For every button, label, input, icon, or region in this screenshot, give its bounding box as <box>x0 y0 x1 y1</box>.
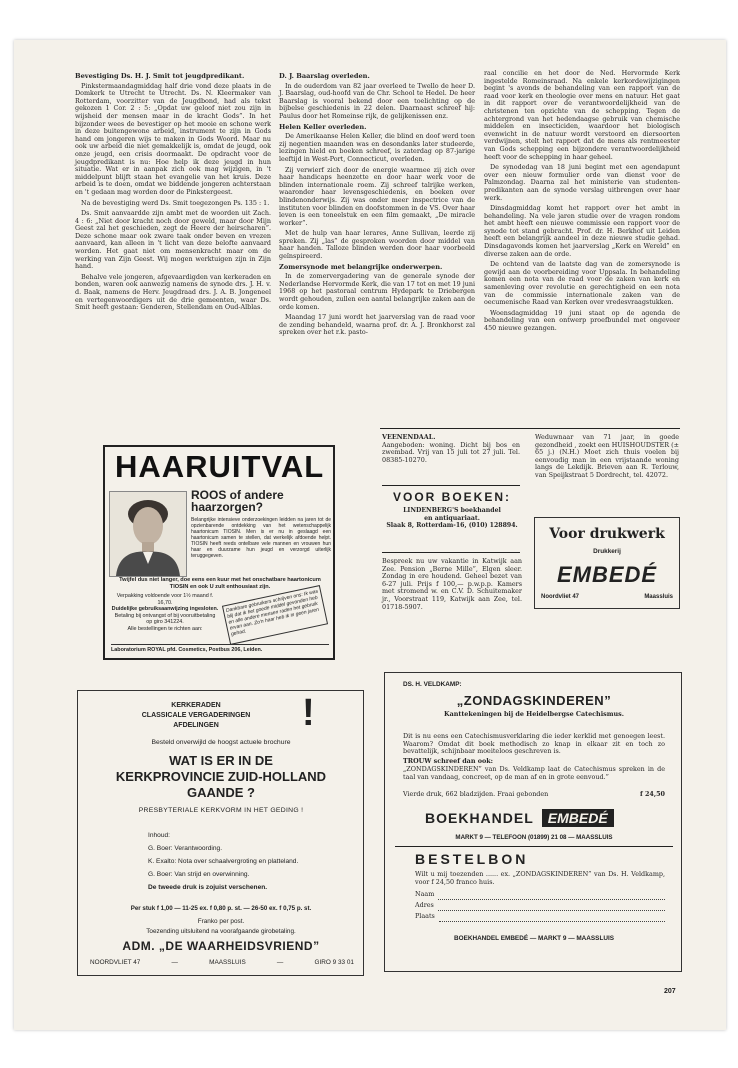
form-row-naam <box>415 889 665 900</box>
ad-pack-2: Duidelijke gebruiksaanwijzing ingesloten. <box>111 606 219 613</box>
bestelbon-title: BESTELBON <box>415 851 529 867</box>
ad-body <box>382 507 522 530</box>
article-paragraph: In de ouderdom van 82 jaar overleed te Twello de heer D. J. Baarslag, oud-hoofd van de Chr. School te Hedel. De heer Baarslag is vooral bekend door een toelichting op de bijbelse geschiedenis in 22 delen. Daarnaast schreef hij: Paulus door het Romeinse rijk, de gelijkenissen enz. <box>279 81 475 120</box>
line-classicale: CLASSICALE VERGADERINGEN <box>141 712 251 719</box>
ad-price: Per stuk f 1,00 — 11-25 ex. f 0,80 p. st. — 26-50 ex. f 0,75 p. st. <box>130 905 312 912</box>
article-column-3 <box>484 70 680 336</box>
article-paragraph: raal concilie en het door de Ned. Hervormde Kerk ingestelde Romeinsraad. Na enkele kerkordewijzigingen begint 's avonds de behandeling van een rapport van de raad voor kerk en theologie over mens en natuur. Het gaat in dit rapport over de verantwoordelijkheid van de christenen ten opzichte van de schepping. Tegen de achtergrond van het hedendaagse gebruik van chemische middelen en insecticiden, waardoor het biologisch evenwicht in de natuur wordt verstoord en diersoorten verdwijnen, stelt het rapport dat de mens als rentmeester van Gods schepping een bijzondere verantwoordelijkheid heeft voor de schepping in haar geheel. <box>484 69 680 161</box>
input-naam[interactable] <box>438 892 665 900</box>
address-street: Noordvliet 47 <box>541 594 580 600</box>
order-text: Wilt u mij toezenden ...... ex. „ZONDAGSKINDEREN” van Ds. H. Veldkamp, voor f 24,50 franco huis. <box>415 870 665 886</box>
shop-address: MARKT 9 — TELEFOON (01899) 21 08 — MAASSLUIS <box>455 834 613 841</box>
label-plaats: Plaats <box>415 912 435 920</box>
ad-title: HAARUITVAL <box>115 449 325 484</box>
divider <box>382 552 520 553</box>
footer-address: NOORDVLIET 47 <box>90 959 141 966</box>
divider <box>380 428 680 429</box>
line-kerkeraden: KERKERADEN <box>171 702 221 709</box>
form-row-adres <box>415 900 665 911</box>
ad-title: VOOR BOEKEN: <box>392 490 511 504</box>
article-paragraph: Na de bevestiging werd Ds. Smit toegezongen Ps. 135 : 1. <box>81 198 270 207</box>
headline-2: KERKPROVINCIE ZUID-HOLLAND <box>115 769 327 784</box>
ad-address <box>541 594 673 600</box>
article-heading-zomersynode: Zomersynode met belangrijke onderwerpen. <box>279 262 443 271</box>
article-paragraph: Pinkstermaandagmiddag half drie vond deze plaats in de Domkerk te Utrecht te Utrecht. Ds. N. Kleermaker van Rotterdam, voorzitter van de Jeugdbond, had als tekst gekozen 1 Cor. 2 : 5: „Opdat uw geloof niet zou zijn in wijsheid der mensen maar in de kracht Gods”. In het bijzonder wees de bevestiger op het mooie en schone werk in deze buitengewone arbeid, instrument te zijn in Gods hand om jongeren wijs te maken in Gods Woord. Maar nu ook uw arbeid die niet gemakkelijk is, omdat de jeugd, ook onze jeugd, een crisis doormaakt. De opdracht voor de jeugdpredikant is nu: Hoe help ik deze jeugd in hun situatie. Wat er in aanpak zich ook mag wijzigen, in 't middelpunt blijft staan het evangelie van het kruis. Deze arbeid is te doen, omdat we biddende jongeren achterstaan en 't gedaan mag worden door de Pinkstergeest. <box>75 81 271 196</box>
article-paragraph: Met de hulp van haar lerares, Anne Sullivan, leerde zij spreken. Zij „las” de gesproken woorden door middel van haar handen. Talloze blinden werden door haar voorbeeld geïnspireerd. <box>279 229 475 261</box>
address-city: Maassluis <box>644 594 673 600</box>
book-description: Dit is nu eens een Catechismusverklaring die ieder kerklid met genoegen leest. Waarom? Omdat dit boek methodisch zo knap in elkaar zit en toch zo bevattelijk, schijnbaar moeiteloos geschreven is. <box>403 732 665 756</box>
review-heading: TROUW schreef dan ook: <box>403 757 494 765</box>
page-number: 207 <box>664 988 676 995</box>
order-footer: BOEKHANDEL EMBEDÉ — MARKT 9 — MAASSLUIS <box>453 935 614 942</box>
divider <box>395 846 673 847</box>
ad-body: Belangrijke intensieve onderzoekingen leidden na jaren tot de opzienbarende ontdekking van het wetenschappelijk haartonicum TIOSIN. Men is er nu in geslaagd een haartonicum samen te stellen, dat werkelijk afdoende helpt. TIOSIN heeft reeds ontelbare vele mannen en vrouwen hun haar en duurzame hun jeugd en verzorgd uiterlijk teruggegeven. <box>191 517 331 559</box>
ad-footer <box>90 959 354 966</box>
footer-dash: — <box>171 959 178 966</box>
article-bevestiging <box>75 70 271 315</box>
ad-pay: Betaling bij ontvangst of bij vooruitbetaling op giro 341224. <box>114 612 216 626</box>
form-row-plaats <box>415 911 665 922</box>
contents-label: Inhoud: <box>148 832 170 839</box>
boekhandel-label: BOEKHANDEL <box>425 810 534 826</box>
exclamation-mark: ! <box>302 692 315 734</box>
input-plaats[interactable] <box>439 914 665 922</box>
order-form <box>415 889 665 922</box>
ad-subtitle: ROOS of andere haarzorgen? <box>191 488 284 514</box>
article-paragraph: Woensdagmiddag 19 juni staat op de agenda de behandeling van een ontwerp proefbundel met ongeveer 450 nieuwe gezangen. <box>484 308 680 332</box>
ad-embede-drukwerk <box>534 517 680 609</box>
ad-contents <box>148 829 358 894</box>
ad-voor-boeken <box>382 490 522 530</box>
article-column-2 <box>279 70 475 340</box>
article-paragraph: Zij verwierf zich door de energie waarmee zij zich over haar handicaps heenzette en door haar werk voor de blinden internationale roem. Zij schreef talrijke werken, waaronder haar levensgeschiedenis, en boeken over blindenonderwijs. Zij was onder meer inspectrice van de instituten voor blinden en doofstommen in de VS. Over haar leven is een toneelstuk en een film gemaakt, „De miracle worker”. <box>279 165 475 227</box>
boekhandel-logo-row <box>425 807 645 829</box>
ad-shipping <box>82 917 360 937</box>
franko: Franko per post. <box>197 918 245 925</box>
ad-zondagskinderen <box>384 672 682 972</box>
contents-item: G. Boer: Verantwoording. <box>148 845 223 852</box>
ad-headline <box>82 753 360 801</box>
article-paragraph: Ds. Smit aanvaardde zijn ambt met de woorden uit Zach. 4 : 6: „Niet door kracht noch door geweld, maar door Mijn Geest zal het geschieden, zegt de Heere der heirscharen”. Deze schone maar ook zware taak onder beven en vrezen aanvaard, kan alleen in 't licht van deze belofte aanvaard worden. Het gaat niet om mensenkracht maar om de werking van Zijn Geest. Wij mogen werktuigen zijn in Zijn hand. <box>75 209 271 271</box>
classified-katwijk: Bespreek nu uw vakantie in Katwijk aan Zee. Pension „Berne Mille”, Elgen sleer. Zondag in ere houdend. Geheel bezet van 6-27 juli. Prijs f 100,— p.w.p.p. Kamers met stromend w. en C.V. D. Schuitemaker jr., Voorstraat 119, Katwijk aan Zee, tel. 01718-5907. <box>382 557 522 611</box>
article-paragraph: De Amerikaanse Helen Keller, die blind en doof werd toen zij negentien maanden was en desondanks later studeerde, lezingen hield en boeken schreef, is zaterdag op 87-jarige leeftijd in West-Port, Connecticut, overleden. <box>279 132 475 163</box>
classified-title: VEENENDAAL. <box>382 433 436 441</box>
contents-item: G. Boer: Van strijd en overwinning. <box>148 871 250 878</box>
shop-type: en antiquariaat. <box>424 514 480 522</box>
article-heading: Bevestiging Ds. H. J. Smit tot jeugdpredikant. <box>75 72 245 80</box>
second-edition: De tweede druk is zojuist verschenen. <box>148 884 268 891</box>
headline-1: WAT IS ER IN DE <box>169 753 273 768</box>
line-afdelingen: AFDELINGEN <box>173 722 219 729</box>
label-adres: Adres <box>415 901 434 909</box>
embede-logo: EMBEDÉ <box>556 562 658 587</box>
ad-orders: Alle bestellingen te richten aan: <box>127 625 203 632</box>
ad-publisher: ADM. „DE WAARHEIDSVRIEND” <box>122 939 320 953</box>
giro-note: Toezending uitsluitend na voorafgaande girobetaling. <box>146 928 296 935</box>
footer-dash: — <box>276 959 284 966</box>
footer-city: MAASSLUIS <box>209 959 246 966</box>
ad-header-lines <box>86 701 306 731</box>
article-paragraph: Maandag 17 juni wordt het jaarverslag van de raad voor de zending behandeld, waarna prof. dr. A. J. Bronkhorst zal spreken over het r.k. pasto- <box>279 313 475 337</box>
edition-text: Vierde druk, 662 bladzijden. Fraai gebonden <box>403 790 549 798</box>
ad-haaruitval <box>103 445 335 660</box>
book-price: f 24,50 <box>640 790 665 798</box>
article-heading-baarslag: D. J. Baarslag overleden. <box>279 72 370 80</box>
ad-pack-1: Verpakking voldoende voor 1½ maand f. 16,70. <box>116 593 214 606</box>
ad-kerkeraden <box>77 690 364 976</box>
book-title: „ZONDAGSKINDEREN” <box>456 693 612 708</box>
input-adres[interactable] <box>438 903 665 911</box>
ad-title: Voor drukwerk <box>549 526 665 542</box>
label-naam: Naam <box>415 890 435 898</box>
classified-weduwnaar: Weduwnaar van 71 jaar, in goede gezondheid , zoekt een HUISHOUDSTER (± 65 j.) (N.H.) Moet zich thuis voelen bij eenvoudig man in een vrijstaande woning langs de Lekdijk. Brieven aan R. Terlouw, van Speijkstraat 5 Dordrecht, tel. 42072. <box>535 433 679 479</box>
article-heading-keller: Helen Keller overleden. <box>279 122 367 131</box>
book-subtitle: Kanttekeningen bij de Heidelbergse Catechismus. <box>444 710 624 718</box>
article-paragraph: In de zomervergadering van de generale synode der Nederlandse Hervormde Kerk, die van 17 tot en met 19 juni 1968 op het pastoraal centrum Hydepark te Driebergen wordt gehouden, zullen een aantal belangrijke zaken aan de orde komen. <box>279 272 475 311</box>
article-paragraph: De ochtend van de laatste dag van de zomersynode is gewijd aan de voorbereiding voor Uppsala. In behandeling komen een nota van de raad voor de zaken van kerk en samenleving over revolutie en gerechtigheid en een nota van de commissie internationale zaken van de oecumenische Raad van Kerken over vredesvraagstukken. <box>484 260 680 307</box>
portrait-photo <box>109 491 187 577</box>
shop-address: Slaak 8, Rotterdam-16, (010) 128894. <box>386 522 518 530</box>
classified-body: Aangeboden: woning. Dicht bij bos en zwembad. Vrij van 15 juli tot 27 juli. Tel. 08385-10270. <box>382 440 520 464</box>
article-paragraph: Dinsdagmiddag komt het rapport over het ambt in behandeling. Na vele jaren studie over de vragen rondom het ambt heeft een nieuwe commissie een rapport voor de synode tot stand gebracht. Prof. dr. H. Berkhof uit Leiden heeft een belangrijk aandeel in deze nieuwe studie gehad. Dinsdagavonds komen het jaarverslag „Kerk en Wereld” en diverse zaken aan de orde. <box>484 204 680 258</box>
headline-3: GAANDE ? <box>187 785 255 800</box>
book-edition <box>403 791 665 799</box>
ad-sub: Drukkerij <box>593 548 621 555</box>
contents-item: K. Exalto: Nota over schaalvergroting en platteland. <box>148 858 299 865</box>
testimonial-stamp: Dankbare gebruikers schrijven ons: Ik was blij dat ik het goede middel gevonden heb en alle andere mensen raden het gebruik ervan aan. Zo'n haar heb ik in geen jaren gehad. <box>222 585 328 645</box>
divider <box>382 485 520 486</box>
classified-veenendaal <box>382 434 520 464</box>
shop-name: LINDENBERG'S boekhandel <box>403 507 501 514</box>
footer-giro: GIRO 9 33 01 <box>314 959 354 966</box>
article-paragraph: Behalve vele jongeren, afgevaardigden van kerkeraden en bonden, waren ook aanwezig namens de synode drs. J. H. v. d. Baak, namens de Herv. Jeugdraad drs. J. A. B. Jongeneel en vertegenwoordigers uit de drie gemeenten, waar Ds. Smit heeft gestaan: Genderen, Stellendam en Oud-Alblas. <box>75 272 271 312</box>
embede-logo: EMBEDÉ <box>542 809 614 827</box>
article-paragraph: De synodedag van 18 juni begint met een agendapunt over een nieuw formulier orde van dienst voor de Palmzondag. Daarna zal het ministerie van studenten-predikanten aan de synode verslag uitbrengen over haar werk. <box>484 163 680 202</box>
review-quote: „ZONDAGSKINDEREN” van Ds. Veldkamp laat de Catechismus spreken in de taal van vandaag, concreet, op de man af en in grote eenvoud.” <box>403 765 665 781</box>
portrait-illustration <box>110 492 186 576</box>
ad-intro: Besteld onverwijld de hoogst actuele brochure <box>151 739 291 746</box>
ad-cta: Twijfel dus niet langer, doe eens een kuur met het onschatbare haartonicum TIOSIN en ook U zult enthousiast zijn. <box>119 577 321 590</box>
ad-subtitle: PRESBYTERIALE KERKVORM IN HET GEDING ! <box>138 807 304 814</box>
ad-packaging <box>111 593 219 633</box>
ad-address: Laboratorium ROYAL pfd. Cosmetics, Postbus 206, Leiden. <box>111 644 329 654</box>
author: DS. H. VELDKAMP: <box>403 681 462 688</box>
